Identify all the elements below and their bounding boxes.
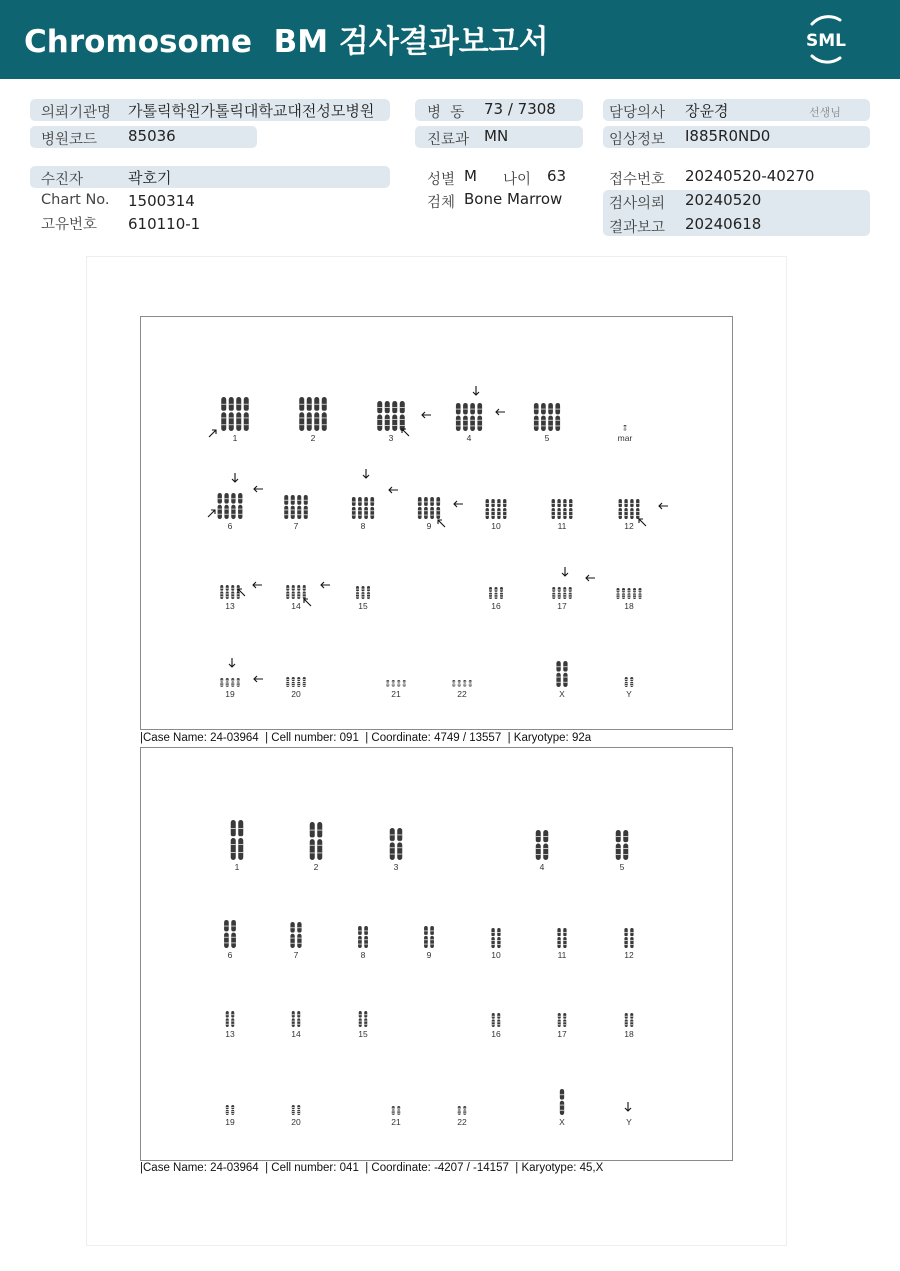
chromosome-14-copy-4 <box>303 585 306 599</box>
chromosome-8-copy-4 <box>370 497 374 519</box>
chromosome-mar-copy-1 <box>624 425 627 431</box>
chromosome-10-copy-4 <box>503 499 506 519</box>
ward-value: 73 / 7308 <box>484 100 556 118</box>
clinical-label: 임상정보 <box>609 132 666 148</box>
chromosome-label-mar: mar <box>617 433 633 443</box>
chromosome-label-13: 13 <box>225 601 235 611</box>
chromosome-label-10: 10 <box>491 521 501 531</box>
chromosome-9-copy-4 <box>436 497 440 519</box>
abnormality-arrow-1-5 <box>496 409 505 415</box>
chromosome-8-copy-3 <box>364 497 368 519</box>
chromosome-17-copy-2 <box>558 587 561 599</box>
chromosome-11-copy-2 <box>557 499 560 519</box>
chromosome-12-copy-2 <box>630 928 633 948</box>
sml-logo-icon <box>798 12 854 66</box>
chromosome-label-Y: Y <box>626 1117 632 1127</box>
chromosome-6-copy-3 <box>231 493 235 519</box>
abnormality-arrow-1-10 <box>389 487 398 493</box>
chromosome-label-14: 14 <box>291 1029 301 1039</box>
chromosome-Y-copy-2 <box>630 677 633 687</box>
chromosome-5-copy-2 <box>541 403 546 431</box>
chromosome-17-copy-1 <box>558 1013 561 1027</box>
chromosome-1-copy-2 <box>238 820 243 860</box>
karyogram-1 <box>140 316 733 730</box>
chromosome-12-copy-3 <box>630 499 633 519</box>
chromosome-label-3: 3 <box>393 862 399 872</box>
chromosome-18-copy-2 <box>622 588 625 599</box>
chromosome-label-21: 21 <box>391 1117 401 1127</box>
chromosome-8-copy-1 <box>358 926 362 948</box>
chromosome-21-copy-2 <box>397 1106 400 1115</box>
chromosome-12-copy-2 <box>624 499 627 519</box>
chromosome-12-copy-1 <box>624 928 627 948</box>
chromosome-15-copy-2 <box>364 1011 367 1027</box>
dept-value: MN <box>484 127 509 145</box>
chromosome-2-copy-1 <box>310 822 315 860</box>
chromosome-21-copy-1 <box>392 1106 395 1115</box>
chromosome-21-copy-1 <box>386 680 389 687</box>
chromosome-22-copy-1 <box>458 1106 461 1115</box>
doctor-value: 장윤경 <box>685 102 729 120</box>
uid-value: 610110-1 <box>128 215 201 233</box>
chromosome-label-19: 19 <box>225 1117 235 1127</box>
karyogram-2-caption: |Case Name: 24-03964 | Cell number: 041 | Coordinate: -4207 / -14157 | Karyotype: 45,X <box>140 1162 604 1174</box>
chromosome-label-1: 1 <box>232 433 238 443</box>
chromosome-label-X: X <box>559 1117 565 1127</box>
chromosome-label-8: 8 <box>360 521 366 531</box>
chromosome-18-copy-2 <box>630 1013 633 1027</box>
chromosome-label-7: 7 <box>293 950 299 960</box>
specimen-value: Bone Marrow <box>464 190 563 208</box>
chromosome-label-16: 16 <box>491 601 501 611</box>
chromosome-13-copy-1 <box>220 585 223 599</box>
chromosome-11-copy-4 <box>569 499 572 519</box>
chromosome-label-18: 18 <box>624 601 634 611</box>
chromosome-1-copy-1 <box>221 397 226 431</box>
receipt-value: 20240520-40270 <box>685 167 815 185</box>
chromosome-12-copy-4 <box>636 499 639 519</box>
chromosome-2-copy-4 <box>322 397 327 431</box>
chromosome-4-copy-1 <box>456 403 461 431</box>
chromosome-label-9: 9 <box>426 950 432 960</box>
patient-name-label: 수진자 <box>41 172 84 188</box>
chromosome-6-copy-2 <box>231 920 236 948</box>
chromosome-label-X: X <box>559 689 565 699</box>
chromosome-9-copy-1 <box>418 497 422 519</box>
chromosome-19-copy-2 <box>226 678 229 687</box>
chromosome-19-copy-3 <box>231 678 234 687</box>
chromosome-5-copy-1 <box>616 830 621 860</box>
chromosome-5-copy-1 <box>534 403 539 431</box>
chromosome-3-copy-1 <box>390 828 395 860</box>
chromosome-20-copy-2 <box>297 1105 300 1115</box>
chromosome-1-copy-2 <box>229 397 234 431</box>
chromosome-label-19: 19 <box>225 689 235 699</box>
chromosome-label-22: 22 <box>457 1117 467 1127</box>
chromosome-17-copy-1 <box>552 587 555 599</box>
abnormality-arrow-1-21 <box>229 658 235 667</box>
chromosome-10-copy-1 <box>491 928 494 948</box>
chromosome-19-copy-1 <box>226 1105 229 1115</box>
chromosome-9-copy-2 <box>424 497 428 519</box>
chromosome-17-copy-2 <box>563 1013 566 1027</box>
abnormality-arrow-1-14 <box>659 503 668 509</box>
chromosome-label-14: 14 <box>291 601 301 611</box>
chromosome-label-3: 3 <box>388 433 394 443</box>
age-value: 63 <box>547 167 567 185</box>
chromosome-20-copy-2 <box>292 677 295 687</box>
chromosome-16-copy-2 <box>495 587 498 599</box>
abnormality-arrow-1-8 <box>254 486 263 492</box>
chart-label: Chart No. <box>41 192 110 208</box>
karyogram-1-caption: |Case Name: 24-03964 | Cell number: 091 | Coordinate: 4749 / 13557 | Karyotype: 92a <box>140 732 592 744</box>
doctor-suffix: 선생님 <box>809 106 841 119</box>
doctor-label: 담당의사 <box>609 105 666 121</box>
chromosome-label-20: 20 <box>291 689 301 699</box>
chromosome-5-copy-3 <box>548 403 553 431</box>
chromosome-18-copy-1 <box>617 588 620 599</box>
chromosome-label-6: 6 <box>227 950 233 960</box>
chromosome-22-copy-1 <box>452 680 455 687</box>
chromosome-14-copy-2 <box>292 585 295 599</box>
chromosome-11-copy-1 <box>557 928 560 948</box>
abnormality-arrow-1-22 <box>254 676 263 682</box>
chromosome-label-17: 17 <box>557 601 567 611</box>
chromosome-label-1: 1 <box>234 862 240 872</box>
chromosome-20-copy-3 <box>297 677 300 687</box>
chromosome-7-copy-4 <box>304 495 308 519</box>
chromosome-19-copy-2 <box>231 1105 234 1115</box>
chromosome-14-copy-1 <box>286 585 289 599</box>
chromosome-label-12: 12 <box>624 950 634 960</box>
chromosome-label-5: 5 <box>544 433 550 443</box>
chromosome-label-8: 8 <box>360 950 366 960</box>
chromosome-7-copy-1 <box>284 495 288 519</box>
chromosome-22-copy-3 <box>463 680 466 687</box>
patient-name-row <box>30 166 390 188</box>
chromosome-2-copy-2 <box>307 397 312 431</box>
chromosome-10-copy-2 <box>497 928 500 948</box>
chromosome-11-copy-2 <box>563 928 566 948</box>
chromosome-11-copy-1 <box>552 499 555 519</box>
chromosome-7-copy-2 <box>291 495 295 519</box>
chromosome-8-copy-1 <box>352 497 356 519</box>
uid-label: 고유번호 <box>41 217 98 233</box>
chromosome-22-copy-2 <box>463 1106 466 1115</box>
chromosome-label-6: 6 <box>227 521 233 531</box>
chromosome-21-copy-2 <box>392 680 395 687</box>
abnormality-arrow-1-16 <box>253 582 262 588</box>
chromosome-16-copy-3 <box>500 587 503 599</box>
chromosome-label-11: 11 <box>557 521 567 531</box>
chromosome-3-copy-3 <box>392 401 397 431</box>
abnormality-arrow-1-7 <box>232 473 238 482</box>
chromosome-label-2: 2 <box>310 433 316 443</box>
abnormality-arrow-1-20 <box>586 575 595 581</box>
dept-label: 진료과 <box>427 132 470 148</box>
chromosome-1-copy-3 <box>236 397 241 431</box>
chromosome-16-copy-2 <box>497 1013 500 1027</box>
chromosome-label-4: 4 <box>539 862 545 872</box>
chromosome-6-copy-4 <box>238 493 242 519</box>
chromosome-22-copy-2 <box>458 680 461 687</box>
chromosome-19-copy-4 <box>237 678 240 687</box>
chromosome-16-copy-1 <box>492 1013 495 1027</box>
chromosome-21-copy-4 <box>403 680 406 687</box>
request-value: 20240520 <box>685 191 762 209</box>
chromosome-7-copy-2 <box>297 922 301 948</box>
abnormality-arrow-2-1 <box>625 1102 631 1111</box>
chromosome-Y-copy-1 <box>625 677 628 687</box>
chromosome-4-copy-3 <box>470 403 475 431</box>
chromosome-label-10: 10 <box>491 950 501 960</box>
institution-value: 가톨릭학원가톨릭대학교대전성모병원 <box>128 102 375 120</box>
chromosome-20-copy-1 <box>292 1105 295 1115</box>
report-date-label: 결과보고 <box>609 220 666 236</box>
chromosome-2-copy-1 <box>299 397 304 431</box>
patient-name-value: 곽호기 <box>128 169 172 187</box>
chromosome-label-5: 5 <box>619 862 625 872</box>
chromosome-label-21: 21 <box>391 689 401 699</box>
age-label: 나이 <box>503 172 532 188</box>
chromosome-label-7: 7 <box>293 521 299 531</box>
chromosome-22-copy-4 <box>469 680 472 687</box>
chromosome-2-copy-2 <box>317 822 322 860</box>
chromosome-1-copy-4 <box>244 397 249 431</box>
chromosome-4-copy-1 <box>536 830 541 860</box>
karyogram-2-figure <box>141 748 732 1160</box>
receipt-label: 접수번호 <box>609 172 666 188</box>
chromosome-18-copy-5 <box>639 588 642 599</box>
request-label: 검사의뢰 <box>609 196 666 212</box>
abnormality-arrow-1-13 <box>639 519 646 526</box>
chromosome-X-copy-2 <box>563 661 567 687</box>
chromosome-15-copy-2 <box>362 586 365 599</box>
chromosome-19-copy-1 <box>220 678 223 687</box>
chromosome-X-copy-1 <box>560 1089 564 1115</box>
chromosome-14-copy-2 <box>297 1011 300 1027</box>
chromosome-label-12: 12 <box>624 521 634 531</box>
chromosome-20-copy-1 <box>286 677 289 687</box>
chromosome-6-copy-1 <box>224 920 229 948</box>
chromosome-label-20: 20 <box>291 1117 301 1127</box>
chromosome-3-copy-2 <box>385 401 390 431</box>
sex-label: 성별 <box>427 172 456 188</box>
chromosome-label-18: 18 <box>624 1029 634 1039</box>
abnormality-arrow-1-1 <box>209 430 216 437</box>
chromosome-8-copy-2 <box>358 497 362 519</box>
chromosome-18-copy-3 <box>628 588 631 599</box>
chromosome-10-copy-1 <box>486 499 489 519</box>
abnormality-arrow-1-2 <box>402 429 409 436</box>
chromosome-6-copy-2 <box>224 493 228 519</box>
abnormality-arrow-1-9 <box>363 469 369 478</box>
chromosome-label-16: 16 <box>491 1029 501 1039</box>
chromosome-4-copy-4 <box>477 403 482 431</box>
chromosome-3-copy-2 <box>397 828 402 860</box>
hospital-code-label: 병원코드 <box>41 132 98 148</box>
chromosome-label-15: 15 <box>358 601 368 611</box>
abnormality-arrow-1-6 <box>208 510 215 517</box>
chromosome-label-13: 13 <box>225 1029 235 1039</box>
chromosome-X-copy-1 <box>556 661 560 687</box>
chromosome-12-copy-1 <box>619 499 622 519</box>
specimen-label: 검체 <box>427 195 456 211</box>
logo-text: SML <box>806 31 846 51</box>
ward-label: 병 동 <box>427 105 465 121</box>
chromosome-15-copy-1 <box>359 1011 362 1027</box>
sex-value: M <box>464 167 477 185</box>
chromosome-5-copy-4 <box>555 403 560 431</box>
abnormality-arrow-1-17 <box>304 599 311 606</box>
chromosome-18-copy-1 <box>625 1013 628 1027</box>
chromosome-4-copy-2 <box>463 403 468 431</box>
chromosome-13-copy-3 <box>231 585 234 599</box>
abnormality-arrow-1-11 <box>438 520 445 527</box>
chromosome-14-copy-1 <box>292 1011 295 1027</box>
chromosome-label-17: 17 <box>557 1029 567 1039</box>
chromosome-10-copy-3 <box>497 499 500 519</box>
report-header <box>0 0 900 79</box>
abnormality-arrow-1-19 <box>562 567 568 576</box>
hospital-code-value: 85036 <box>128 127 176 145</box>
chromosome-21-copy-3 <box>397 680 400 687</box>
chromosome-20-copy-4 <box>303 677 306 687</box>
chromosome-13-copy-2 <box>226 585 229 599</box>
chromosome-9-copy-3 <box>430 497 434 519</box>
chromosome-17-copy-4 <box>569 587 572 599</box>
chromosome-10-copy-2 <box>491 499 494 519</box>
abnormality-arrow-1-3 <box>422 412 431 418</box>
chromosome-9-copy-1 <box>424 926 428 948</box>
chromosome-label-2: 2 <box>313 862 319 872</box>
chromosome-5-copy-2 <box>623 830 628 860</box>
chromosome-16-copy-1 <box>489 587 492 599</box>
clinical-value: I885R0ND0 <box>685 127 771 145</box>
chromosome-4-copy-2 <box>543 830 548 860</box>
chromosome-3-copy-4 <box>400 401 405 431</box>
chromosome-18-copy-4 <box>633 588 636 599</box>
karyogram-2 <box>140 747 733 1161</box>
chromosome-1-copy-1 <box>231 820 236 860</box>
report-date-value: 20240618 <box>685 215 762 233</box>
chromosome-11-copy-3 <box>563 499 566 519</box>
chromosome-3-copy-1 <box>377 401 382 431</box>
chromosome-2-copy-3 <box>314 397 319 431</box>
karyogram-1-figure <box>141 317 732 729</box>
chromosome-15-copy-3 <box>367 586 370 599</box>
institution-label: 의뢰기관명 <box>41 105 112 121</box>
chromosome-label-22: 22 <box>457 689 467 699</box>
abnormality-arrow-1-18 <box>321 582 330 588</box>
chart-value: 1500314 <box>128 192 195 210</box>
chromosome-7-copy-3 <box>297 495 301 519</box>
chromosome-label-4: 4 <box>466 433 472 443</box>
chromosome-17-copy-3 <box>563 587 566 599</box>
chromosome-6-copy-1 <box>218 493 222 519</box>
chromosome-label-11: 11 <box>557 950 567 960</box>
chromosome-9-copy-2 <box>430 926 434 948</box>
chromosome-label-9: 9 <box>426 521 432 531</box>
chromosome-14-copy-3 <box>297 585 300 599</box>
chromosome-7-copy-1 <box>290 922 294 948</box>
abnormality-arrow-1-12 <box>454 501 463 507</box>
chromosome-13-copy-1 <box>226 1011 229 1027</box>
chromosome-8-copy-2 <box>364 926 368 948</box>
chromosome-15-copy-1 <box>356 586 359 599</box>
report-title: Chromosome BM 검사결과보고서 <box>24 24 549 60</box>
abnormality-arrow-1-4 <box>473 386 479 395</box>
chromosome-label-Y: Y <box>626 689 632 699</box>
chromosome-label-15: 15 <box>358 1029 368 1039</box>
chromosome-13-copy-2 <box>231 1011 234 1027</box>
